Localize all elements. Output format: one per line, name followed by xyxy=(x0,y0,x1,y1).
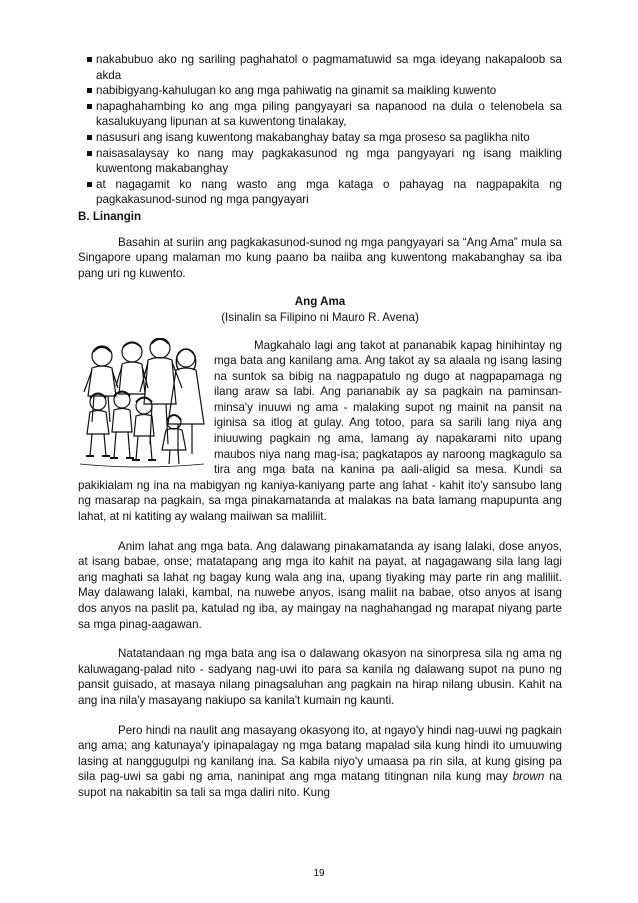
objective-item: nabibigyang-kahulugan ko ang mga pahiwatig na ginamit sa maikling kuwento xyxy=(78,83,562,99)
objective-item: nakabubuo ako ng sariling paghahatol o pagmamatuwid sa mga ideyang nakapaloob sa akda xyxy=(78,52,562,83)
section-heading: B. Linangin xyxy=(78,209,142,223)
emphasized-word: brown xyxy=(512,770,545,784)
page-number: 19 xyxy=(313,868,325,879)
objective-item: napaghahambing ko ang mga piling pangyayari sa napanood na dula o telenobela sa kasalukuyang lipunan at sa kuwentong tinalakay, xyxy=(78,99,562,130)
story-paragraph: Magkahalo lagi ang takot at pananabik kapag hinihintay ng mga bata ang kanilang ama. Ang takot ay sa alaala ng isang lasing na suntok sa bibig na nagpapatulo ng dugo at nagpapamaga ng ilang araw sa labi. Ang pananabik ay sa pagkain na paminsan-minsa'y inuuwi ng ama - malaking supot ng mainit na pansit na iginisa sa itlog at gulay. Ang totoo, para sa sarili lang niya ang iniuuwing pagkain ng ama, lamang ay napakarami nito upang maubos niya nang mag-isa; pagkatapos ay naroong magkagulo sa tira ang mga bata na kanina pa aali-aligid sa mesa. Kundi sa pakikialam ng ina na mabigyan ng kaniya-kaniyang parte ang lahat - kahit ito'y sansubo lang ng masarap na pagkain, sa mga pinakamatanda at malakas na bata lamang mapupunta ang lahat, at ni katiting ay walang maiiwan sa maliliit. xyxy=(78,338,562,524)
story-byline: (Isinalin sa Filipino ni Mauro R. Avena) xyxy=(221,310,419,324)
objective-item: at nagagamit ko nang wasto ang mga kataga o pahayag na nagpapakita ng pagkakasunod-sunod ng mga pangyayari xyxy=(78,177,562,208)
story-title: Ang Ama xyxy=(294,295,346,309)
story-paragraph: Natatandaan ng mga bata ang isa o dalawang okasyon na sinorpresa sila ng ama ng kaluwagang-palad nito - sadyang nag-uwi ito para sa kanila ng dalawang supot na puno ng pansit guisado, at masaya nilang pinagsaluhan ang pagkain na hirap nilang ubusin. Kahit na ang ina nila'y masayang nakiupo sa kanila't kumain ng kaunti. xyxy=(78,647,562,707)
objective-item: nasusuri ang isang kuwentong makabanghay batay sa mga proseso sa paglikha nito xyxy=(78,130,562,146)
story-paragraph xyxy=(78,723,562,801)
objective-item: naisasalaysay ko nang may pagkakasunod ng mga pangyayari ng isang maikling kuwentong makabanghay xyxy=(78,146,562,177)
story-paragraph: Anim lahat ang mga bata. Ang dalawang pinakamatanda ay isang lalaki, dose anyos, at isang babae, onse; matatapang ang mga ito kahit na payat, at nagagawang sila lang lagi ang maghati sa lahat ng bagay kung wala ang ina, upang tiyaking may parte rin ang maliliit. May dalawang lalaki, kambal, na nuwebe anyos, isang maliit na babae, otso anyos at isang dos anyos na paslit pa, katulad ng iba, ay maingay na naghahangad ng marapat niyang parte sa mga pinag-aagawan. xyxy=(78,539,562,631)
paragraph-text: Pero hindi na naulit ang masayang okasyong ito, at ngayo'y hindi nag-uuwi ng pagkain ang ama; ang katunaya'y ipinapalagay ng mga batang mapalad sila kung hindi ito umuuwing lasing at nanggugulpi ng kanilang ina. Sa kabila niyo'y umaasa pa rin sila, at kung gising pa sila pag-uwi sa gabi ng ama, naninipat ang mga matang titingnan nila kung may xyxy=(78,723,562,784)
section-intro: Basahin at suriin ang pagkakasunod-sunod ng mga pangyayari sa “Ang Ama” mula sa Singapore upang malaman mo kung paano ba naiiba ang kuwentong makabanghay sa iba pang uri ng kuwento. xyxy=(78,235,562,280)
family-illustration-icon xyxy=(78,338,206,470)
document-page xyxy=(78,52,562,801)
objectives-list xyxy=(78,52,562,208)
paragraph-text: na supot na nakabitin sa tali sa mga daliri nito. Kung xyxy=(78,770,562,799)
